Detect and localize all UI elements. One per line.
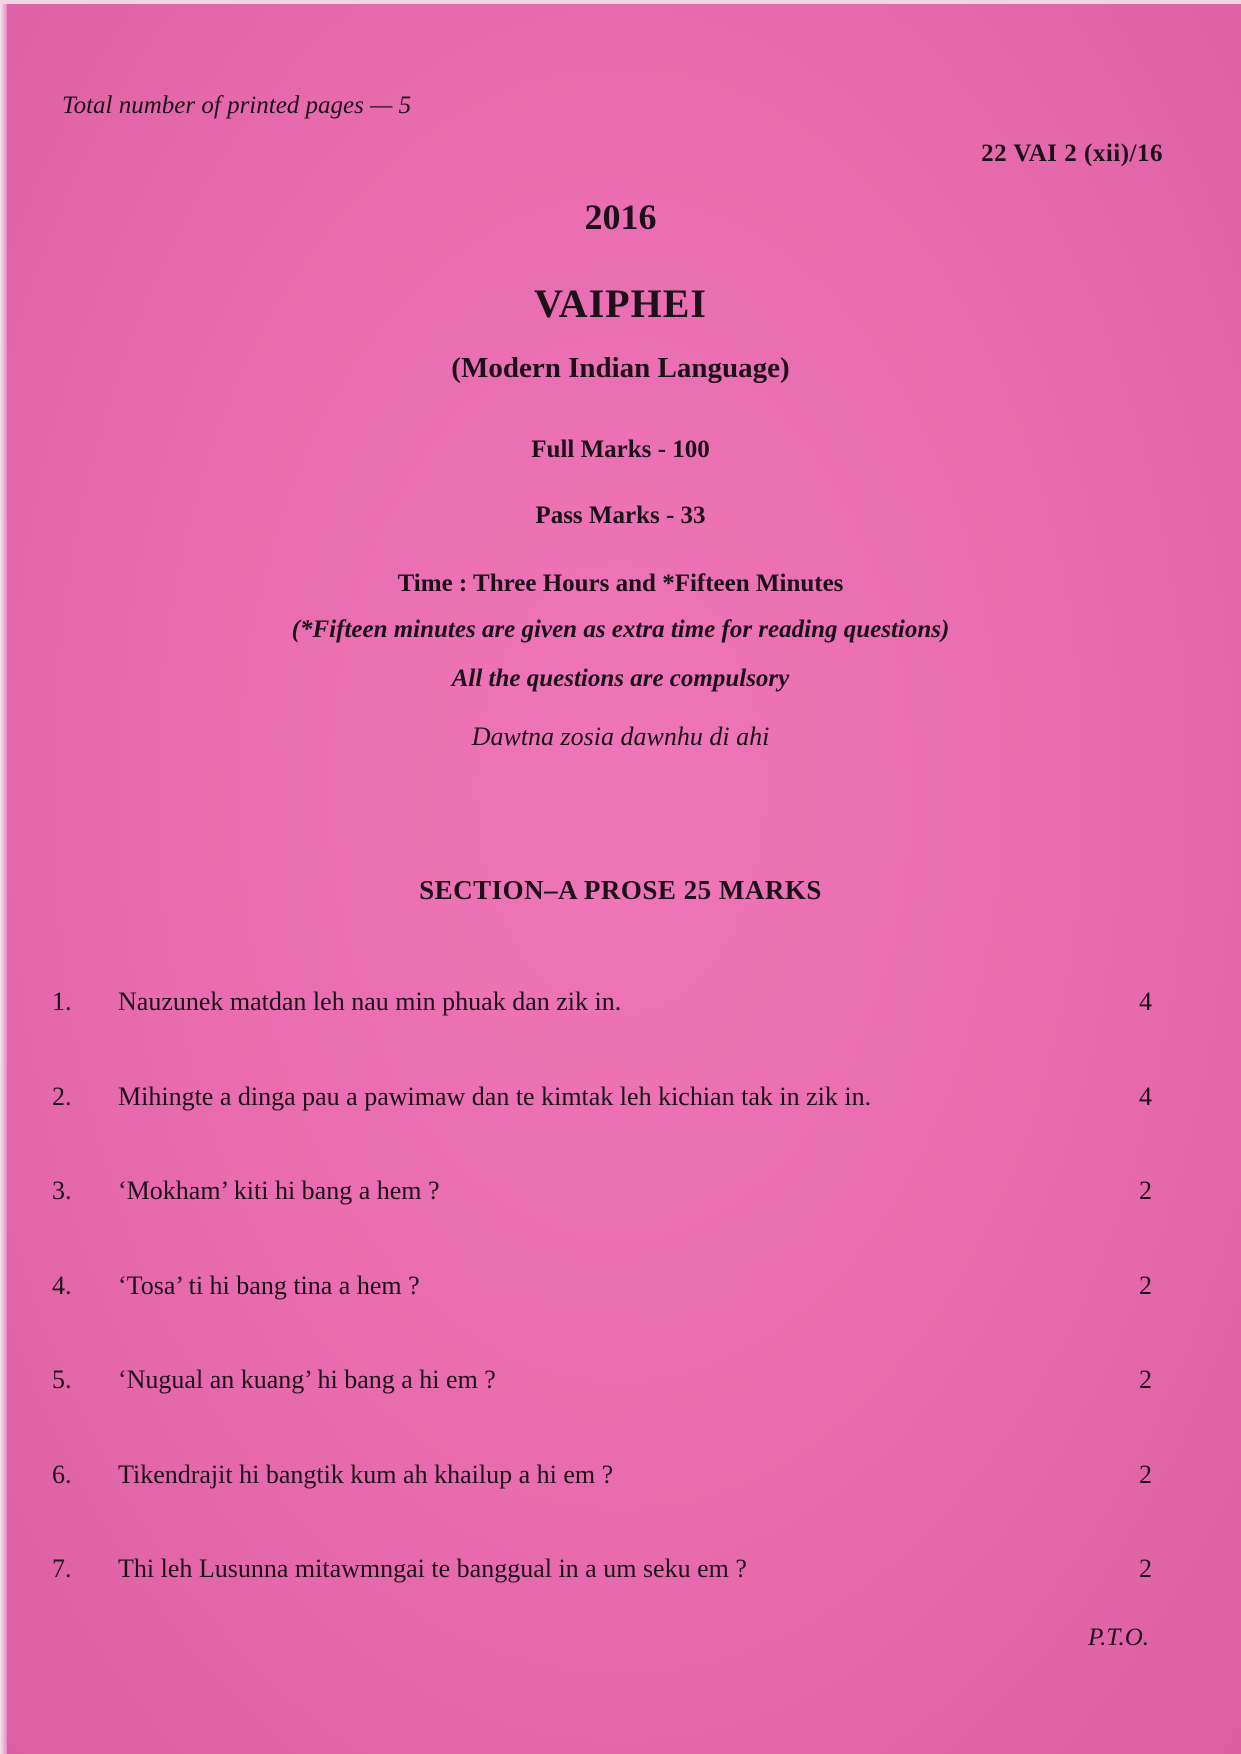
question-text: ‘Nugual an kuang’ hi bang a hi em ? [118, 1365, 496, 1395]
exam-year: 2016 [584, 197, 657, 237]
question-text: Mihingte a dinga pau a pawimaw dan te kimtak leh kichian tak in zik in. [118, 1081, 872, 1111]
question-number: 7. [52, 1554, 72, 1584]
question-number: 1. [52, 987, 72, 1017]
question-text: Tikendrajit hi bangtik kum ah khailup a hi em ? [118, 1459, 614, 1489]
question-row [52, 955, 1152, 1050]
printed-pages-note: Total number of printed pages — 5 [62, 92, 412, 119]
question-row [52, 1050, 1152, 1145]
question-number: 2. [52, 1081, 72, 1111]
question-marks: 2 [1139, 1270, 1152, 1300]
full-marks: Full Marks - 100 [531, 436, 710, 463]
subject-subtitle: (Modern Indian Language) [451, 352, 790, 384]
paper-code: 22 VAI 2 (xii)/16 [981, 140, 1163, 167]
question-marks: 4 [1139, 987, 1152, 1017]
question-marks: 2 [1139, 1459, 1152, 1489]
question-row [52, 1428, 1152, 1523]
question-marks: 4 [1139, 1081, 1152, 1111]
pto-note: P.T.O. [1088, 1624, 1149, 1651]
question-marks: 2 [1139, 1554, 1152, 1584]
question-list [52, 955, 1152, 1617]
question-text: ‘Mokham’ kiti hi bang a hem ? [118, 1176, 440, 1206]
section-title: SECTION–A PROSE 25 MARKS [419, 875, 822, 905]
compulsory-note: All the questions are compulsory [451, 665, 790, 692]
subject-title: VAIPHEI [534, 281, 707, 326]
question-row [52, 1239, 1152, 1334]
pass-marks: Pass Marks - 33 [535, 502, 706, 529]
exam-time: Time : Three Hours and *Fifteen Minutes [397, 570, 844, 597]
local-language-note: Dawtna zosia dawnhu di ahi [471, 722, 770, 751]
question-row [52, 1333, 1152, 1428]
question-number: 3. [52, 1176, 72, 1206]
question-text: Nauzunek matdan leh nau min phuak dan zik in. [118, 987, 622, 1017]
question-text: Thi leh Lusunna mitawmngai te banggual in a um seku em ? [118, 1554, 747, 1584]
paper-edge-top [0, 0, 1241, 4]
question-text: ‘Tosa’ ti hi bang tina a hem ? [118, 1270, 420, 1300]
question-number: 6. [52, 1459, 72, 1489]
extra-time-note: (*Fifteen minutes are given as extra time for reading questions) [291, 616, 950, 643]
question-row [52, 1144, 1152, 1239]
question-marks: 2 [1139, 1176, 1152, 1206]
question-marks: 2 [1139, 1365, 1152, 1395]
question-row [52, 1522, 1152, 1617]
question-number: 5. [52, 1365, 72, 1395]
question-number: 4. [52, 1270, 72, 1300]
